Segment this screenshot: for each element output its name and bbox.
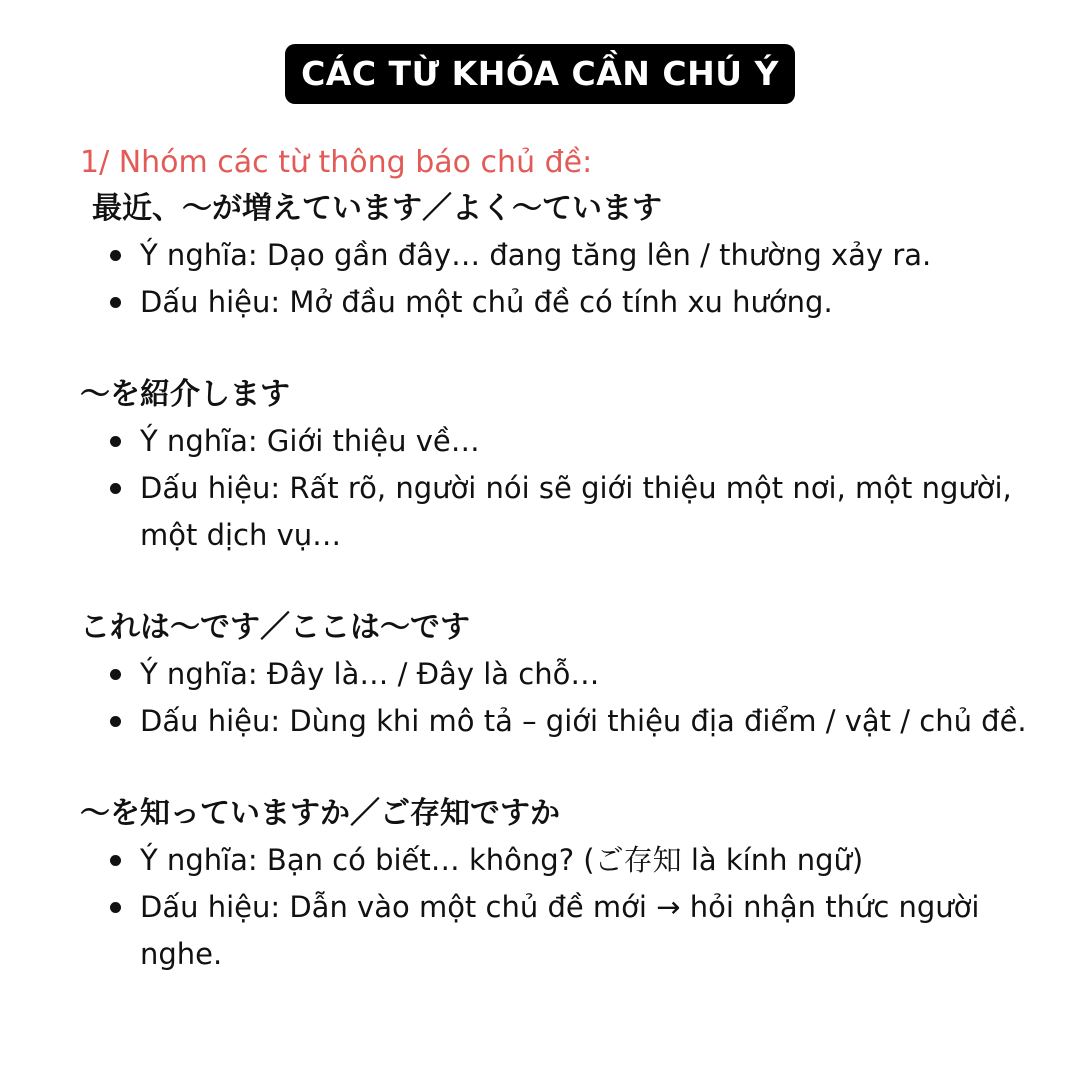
keyword-heading: ～を紹介します (80, 377, 290, 412)
point-text: Ý nghĩa: Giới thiệu về… (140, 424, 480, 458)
bullet-icon (110, 297, 121, 308)
page-title: CÁC TỪ KHÓA CẦN CHÚ Ý (285, 44, 795, 104)
point-text: Dấu hiệu: Rất rõ, người nói sẽ giới thiệu một nơi, một người, một dịch vụ… (140, 471, 1012, 552)
keyword-group-4 (80, 791, 1040, 978)
point-list (80, 651, 1040, 745)
bullet-icon (110, 716, 121, 727)
title-container (0, 44, 1080, 104)
point-item (110, 651, 1040, 698)
keyword-group-3 (80, 605, 1040, 745)
point-list (80, 418, 1040, 559)
bullet-icon (110, 902, 121, 913)
point-text: Ý nghĩa: Dạo gần đây… đang tăng lên / thường xảy ra. (140, 238, 932, 272)
point-item (110, 884, 1040, 978)
point-item (110, 418, 1040, 465)
point-list (80, 837, 1040, 978)
keyword-heading: これは～です／ここは～です (80, 610, 470, 645)
keyword-heading: 最近、～が増えています／よく～ています (92, 191, 662, 226)
point-item (110, 279, 1040, 326)
keyword-heading: ～を知っていますか／ご存知ですか (80, 796, 560, 831)
point-item (110, 837, 1040, 884)
bullet-icon (110, 855, 121, 866)
bullet-icon (110, 483, 121, 494)
bullet-icon (110, 669, 121, 680)
point-text: Dấu hiệu: Mở đầu một chủ đề có tính xu hướng. (140, 285, 833, 319)
point-text: Dấu hiệu: Dẫn vào một chủ đề mới → hỏi nhận thức người nghe. (140, 890, 980, 971)
bullet-icon (110, 436, 121, 447)
point-list (80, 232, 1040, 326)
point-text: Ý nghĩa: Bạn có biết… không? (ご存知 là kính ngữ) (140, 843, 864, 877)
point-item (110, 698, 1040, 745)
point-text: Ý nghĩa: Đây là… / Đây là chỗ… (140, 657, 600, 691)
bullet-icon (110, 250, 121, 261)
content (80, 140, 1040, 978)
keyword-group-2 (80, 372, 1040, 559)
point-text: Dấu hiệu: Dùng khi mô tả – giới thiệu địa điểm / vật / chủ đề. (140, 704, 1027, 738)
point-item (110, 232, 1040, 279)
section-title: 1/ Nhóm các từ thông báo chủ đề: (80, 145, 593, 180)
keyword-group-1 (80, 186, 1040, 326)
point-item (110, 465, 1040, 559)
